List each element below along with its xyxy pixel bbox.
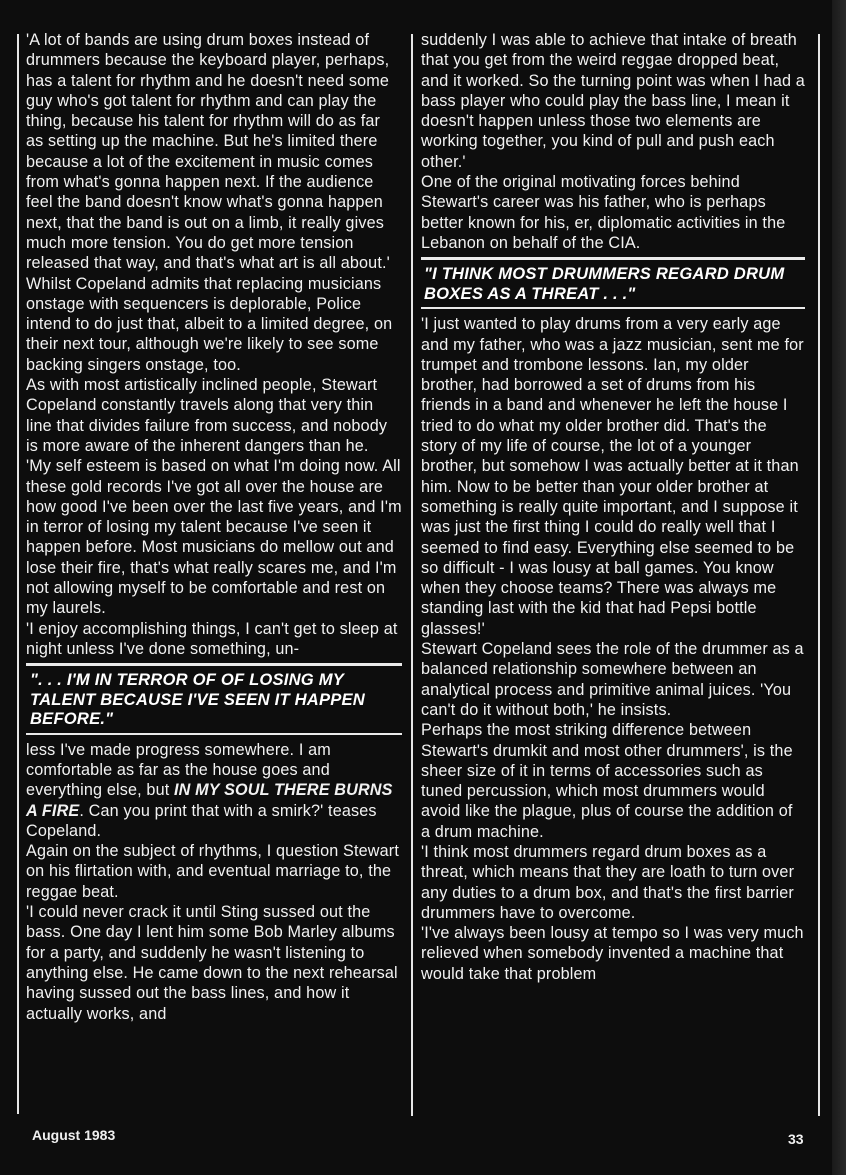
paragraph: suddenly I was able to achieve that intake of breath that you get from the weird reggae dropped beat, and it worked. So the turning point was when I had a bass player who could play the bass line, I mean it doesn't happen unless those two elements are working together, you kind of pull and push each other.' (421, 31, 805, 171)
emphasis-text: IN MY SOUL THERE BURNS A FIRE (26, 781, 393, 820)
paragraph-text: . Can you print that with a smirk?' teases Copeland. (26, 801, 377, 840)
paragraph: 'I think most drummers regard drum boxes as a threat, which means that they are loath to turn over any duties to a drum box, and that's the first barrier drummers have to overcome. (421, 842, 795, 922)
issue-date: August 1983 (32, 1127, 116, 1143)
pull-quote: ". . . I'M IN TERROR OF OF LOSING MY TALENT BECAUSE I'VE SEEN IT HAPPEN BEFORE." (26, 663, 402, 735)
column-rule-right (818, 34, 820, 1116)
paragraph: Again on the subject of rhythms, I question Stewart on his flirtation with, and eventual marriage to, the reggae beat. (26, 842, 399, 901)
page-number: 33 (788, 1131, 804, 1147)
paragraph: 'I could never crack it until Sting sussed out the bass. One day I lent him some Bob Marley albums for a party, and suddenly he wasn't listening to anything else. He came down to the next rehearsal having sussed out the bass lines, and how it actually works, and (26, 903, 398, 1023)
column-rule-left (17, 34, 19, 1114)
paragraph: 'I just wanted to play drums from a very early age and my father, who was a jazz musician, sent me for trumpet and trombone lessons. Ian, my older brother, had borrowed a set of drums from his friends in a band and whenever he left the house I tried to do what my older brother did. That's the story of my life of course, the lot of a younger brother, but somehow I was actually better at it than him. Now to be better than your older brother at something is really quite important, and I suppose it was just the first thing I could do really well that I seemed to find easy. Everything else seemed to be so difficult - I was lousy at ball games. You know when they choose teams? There was always me standing last with the kid that had Pepsi bottle glasses!' (421, 315, 804, 638)
paragraph: Stewart Copeland sees the role of the drummer as a balanced relationship somewhere between an analytical process and primitive animal juices. 'You can't do it without both,' he insists. (421, 640, 804, 719)
paragraph (26, 740, 402, 841)
column-rule-middle (411, 34, 413, 1116)
pull-quote: "I THINK MOST DRUMMERS REGARD DRUM BOXES AS A THREAT . . ." (421, 257, 805, 309)
page-edge (832, 0, 846, 1175)
paragraph: As with most artistically inclined people, Stewart Copeland constantly travels along that very thin line that divides failure from success, and nobody is more aware of the inherent dangers than he. (26, 376, 388, 455)
paragraph: One of the original motivating forces behind Stewart's career was his father, who is perhaps better known for his, er, diplomatic activities in the Lebanon on behalf of the CIA. (421, 173, 786, 252)
paragraph: Perhaps the most striking difference between Stewart's drumkit and most other drummers', is the sheer size of it in terms of accessories such as tuned percussion, which most drummers would avoid like the plague, plus of course the addition of a drum machine. (421, 721, 793, 841)
paragraph: Whilst Copeland admits that replacing musicians onstage with sequencers is deplorable, Police intend to do just that, albeit to a limited degree, on their next tour, although we're likely to see some backing singers onstage, too. (26, 274, 393, 374)
article-column-left (26, 30, 402, 1024)
paragraph: 'I enjoy accomplishing things, I can't get to sleep at night unless I've done something, un- (26, 619, 398, 658)
article-column-right (421, 30, 805, 984)
paragraph-text: less I've made progress somewhere. I am comfortable as far as the house goes and everything else, but (26, 740, 331, 800)
paragraph: 'My self esteem is based on what I'm doing now. All these gold records I've got all over the house are how good I've been over the last five years, and I'm in terror of losing my talent because I've seen it happen before. Most musicians do mellow out and lose their fire, that's what really scares me, and I'm not allowing myself to be comfortable and rest on my laurels. (26, 457, 402, 618)
paragraph: 'I've always been lousy at tempo so I was very much relieved when somebody invented a machine that would take that problem (421, 924, 804, 983)
paragraph: 'A lot of bands are using drum boxes instead of drummers because the keyboard player, perhaps, has a talent for rhythm and he doesn't need some guy who's got talent for rhythm and can play the thing, because his talent for rhythm will do as far as setting up the machine. But he's limited there because a lot of the excitement in music comes from what's gonna happen next. If the audience feel the band doesn't know what's gonna happen next, that the band is out on a limb, it really gives much more tension. You do get more tension released that way, and that's what art is all about.' (26, 31, 390, 273)
